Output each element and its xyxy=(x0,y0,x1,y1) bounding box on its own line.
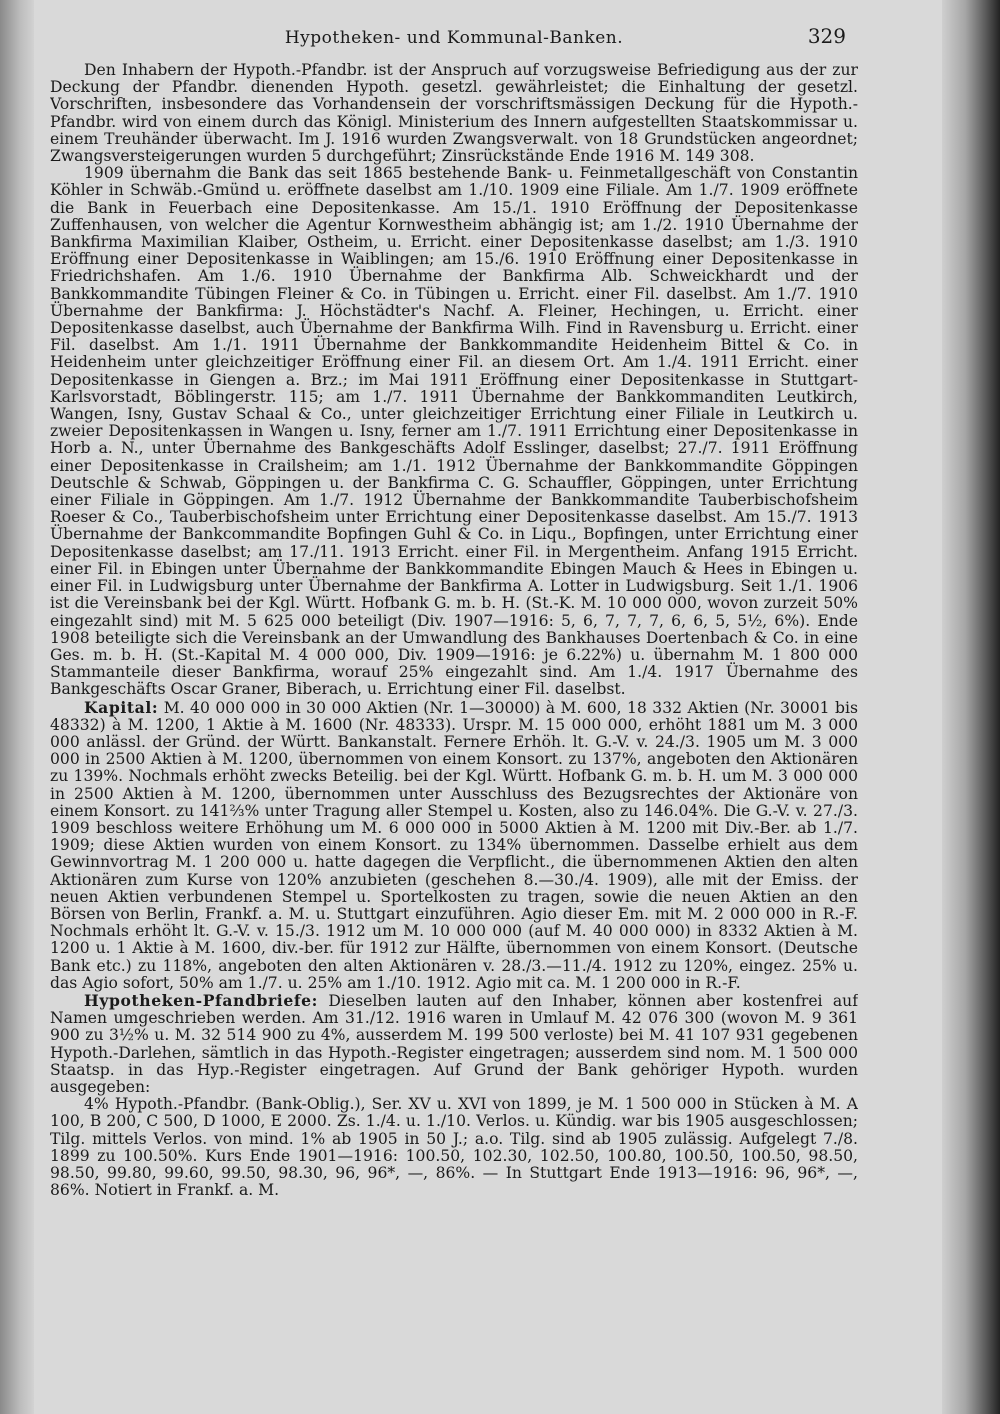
page-text-block xyxy=(50,18,858,1403)
page-right-edge xyxy=(942,0,1000,1414)
kapital-text: M. 40 000 000 in 30 000 Aktien (Nr. 1—30000) à M. 600, 18 332 Aktien (Nr. 30001 bis 48332) à M. 1200, 1 Aktie à M. 1600 (Nr. 48333). Urspr. M. 15 000 000, erhöht 1881 um M. 3 000 000 anlässl. der Gründ. der Württ. Bankanstalt. Fernere Erhöh. lt. G.-V. v. 24./3. 1905 um M. 3 000 000 in 2500 Aktien à M. 1200, übernommen von einem Konsort. zu 137%, angeboten den Aktionären zu 139%. Nochmals erhöht zwecks Beteilig. bei der Kgl. Württ. Hofbank G. m. b. H. um M. 3 000 000 in 2500 Aktien à M. 1200, übernommen unter Ausschluss des Bezugsrechtes der Aktionäre von einem Konsort. zu 141⅔% unter Tragung aller Stempel u. Kosten, also zu 146.04%. Die G.-V. v. 27./3. 1909 beschloss weitere Erhöhung um M. 6 000 000 in 5000 Aktien à M. 1200 mit Div.-Ber. ab 1./7. 1909; diese Aktien wurden von einem Konsort. zu 134% übernommen. Dasselbe erhielt aus dem Gewinnvortrag M. 1 200 000 u. hatte dagegen die Verpflicht., die übernommenen Aktien den alten Aktionären zum Kurse von 120% anzubieten (geschehen 8.—30./4. 1909), alle mit der Emiss. der neuen Aktien verbundenen Stempel u. Sportelkosten zu tragen, sowie die neuen Aktien an den Börsen von Berlin, Frankf. a. M. u. Stuttgart einzuführen. Agio dieser Em. mit M. 2 000 000 in R.-F. Nochmals erhöht lt. G.-V. v. 15./3. 1912 um M. 10 000 000 (auf M. 40 000 000) in 8332 Aktien à M. 1200 u. 1 Aktie à M. 1600, div.-ber. für 1912 zur Hälfte, übernommen von einem Konsort. (Deutsche Bank etc.) zu 118%, angeboten den alten Aktionären v. 28./3.—11./4. 1912 zu 120%, eingez. 25% u. das Agio sofort, 50% am 1./7. u. 25% am 1./10. 1912. Agio mit ca. M. 1 200 000 in R.-F. xyxy=(50,698,858,992)
paragraph-pfandbrief-rights: Den Inhabern der Hypoth.-Pfandbr. ist der Anspruch auf vorzugsweise Befriedigung aus der zur Deckung der Pfandbr. dienenden Hypoth. gesetzl. gewährleistet; die Einhaltung der gesetzl. Vorschriften, insbesondere das Vorhandensein der vorschriftsmässigen Deckung für die Hypoth.-Pfandbr. wird von einem durch das Königl. Ministerium des Innern aufgestellten Staatskommissar u. einem Treuhänder überwacht. Im J. 1916 wurden Zwangsverwalt. von 18 Grundstücken angeordnet; Zwangsversteigerungen wurden 5 durchgeführt; Zinsrückstände Ende 1916 M. 149 308. xyxy=(50,61,858,166)
pfandbriefe-text: Dieselben lauten auf den Inhaber, können aber kostenfrei auf Namen umgeschrieben werden. Am 31./12. 1916 waren in Umlauf M. 42 076 300 (wovon M. 9 361 900 zu 3½% u. M. 32 514 900 zu 4%, ausserdem M. 199 500 verloste) bei M. 41 107 931 gegebenen Hypoth.-Darlehen, sämtlich in das Hypoth.-Register eingetragen; ausserdem sind nom. M. 1 500 000 Staatsp. in das Hyp.-Register eingetragen. Auf Grund der Bank gehöriger Hypoth. wurden ausgegeben: xyxy=(50,991,858,1096)
paragraph-kapital xyxy=(50,699,858,992)
page-number: 329 xyxy=(807,24,846,48)
running-head xyxy=(50,18,858,62)
kapital-label: Kapital: xyxy=(84,697,159,717)
paragraph-pfandbriefe xyxy=(50,992,858,1096)
pfandbriefe-label: Hypotheken-Pfandbriefe: xyxy=(84,990,319,1010)
paragraph-pfandbrief-series: 4% Hypoth.-Pfandbr. (Bank-Oblig.), Ser. XV u. XVI von 1899, je M. 1 500 000 in Stücken à M. A 100, B 200, C 500, D 1000, E 2000. Zs. 1./4. u. 1./10. Verlos. u. Kündig. war bis 1905 ausgeschlossen; Tilg. mittels Verlos. von mind. 1% ab 1905 in 50 J.; a.o. Tilg. sind ab 1905 zulässig. Aufgelegt 7./8. 1899 zu 100.50%. Kurs Ende 1901—1916: 100.50, 102.30, 102.50, 100.80, 100.50, 100.50, 98.50, 98.50, 99.80, 99.60, 99.50, 98.30, 96, 96*, —, 86%. — In Stuttgart Ende 1913—1916: 96, 96*, —, 86%. Notiert in Frankf. a. M. xyxy=(50,1095,858,1200)
paragraph-history: 1909 übernahm die Bank das seit 1865 bestehende Bank- u. Feinmetallgeschäft von Constantin Köhler in Schwäb.-Gmünd u. eröffnete daselbst am 1./10. 1909 eine Filiale. Am 1./7. 1909 eröffnete die Bank in Feuerbach eine Depositenkasse. Am 15./1. 1910 Eröffnung der Depositenkasse Zuffenhausen, von welcher die Agentur Kornwestheim abhängig ist; am 1./2. 1910 Übernahme der Bankfirma Maximilian Klaiber, Ostheim, u. Erricht. einer Depositenkasse daselbst; am 1./3. 1910 Eröffnung einer Depositenkasse in Waiblingen; am 15./6. 1910 Eröffnung einer Depositenkasse in Friedrichshafen. Am 1./6. 1910 Übernahme der Bankfirma Alb. Schweickhardt und der Bankkommandite Tübingen Fleiner & Co. in Tübingen u. Erricht. einer Fil. daselbst. Am 1./7. 1910 Übernahme der Bankfirma: J. Höchstädter's Nachf. A. Fleiner, Hechingen, u. Erricht. einer Depositenkasse daselbst, auch Übernahme der Bankfirma Wilh. Find in Ravensburg u. Erricht. einer Fil. daselbst. Am 1./1. 1911 Übernahme der Bankkommandite Heidenheim Bittel & Co. in Heidenheim unter gleichzeitiger Eröffnung einer Fil. an diesem Ort. Am 1./4. 1911 Erricht. einer Depositenkasse in Giengen a. Brz.; im Mai 1911 Eröffnung einer Depositenkasse in Stuttgart-Karlsvorstadt, Böblingerstr. 115; am 1./7. 1911 Übernahme der Bankkommanditen Leutkirch, Wangen, Isny, Gustav Schaal & Co., unter gleichzeitiger Errichtung einer Filiale in Leutkirch u. zweier Depositenkassen in Wangen u. Isny, ferner am 1./7. 1911 Errichtung einer Depositenkasse in Horb a. N., unter Übernahme des Bankgeschäfts Adolf Esslinger, daselbst; 27./7. 1911 Eröffnung einer Depositenkasse in Crailsheim; am 1./1. 1912 Übernahme der Bankkommandite Göppingen Deutschle & Schwab, Göppingen u. der Bankfirma C. G. Schauffler, Göppingen, unter Errichtung einer Filiale in Göppingen. Am 1./7. 1912 Übernahme der Bankkommandite Tauberbischofsheim Roeser & Co., Tauberbischofsheim unter Errichtung einer Depositenkasse daselbst. Am 15./7. 1913 Übernahme der Bankcommandite Bopfingen Guhl & Co. in Liqu., Bopfingen, unter Errichtung einer Depositenkasse daselbst; am 17./11. 1913 Erricht. einer Fil. in Mergentheim. Anfang 1915 Erricht. einer Fil. in Ebingen unter Übernahme der Bankkommandite Ebingen Mauch & Hees in Ebingen u. einer Fil. in Ludwigsburg unter Übernahme der Bankfirma A. Lotter in Ludwigsburg. Seit 1./1. 1906 ist die Vereinsbank bei der Kgl. Württ. Hofbank G. m. b. H. (St.-K. M. 10 000 000, wovon zurzeit 50% eingezahlt sind) mit M. 5 625 000 beteiligt (Div. 1907—1916: 5, 6, 7, 7, 7, 6, 6, 5, 5½, 6%). Ende 1908 beteiligte sich die Vereinsbank an der Umwandlung des Bankhauses Doertenbach & Co. in eine Ges. m. b. H. (St.-Kapital M. 4 000 000, Div. 1909—1916: je 6.22%) u. übernahm M. 1 800 000 Stammanteile dieser Bankfirma, worauf 25% eingezahlt sind. Am 1./4. 1917 Übernahme des Bankgeschäfts Oscar Graner, Biberach, u. Errichtung einer Fil. daselbst. xyxy=(50,164,858,699)
running-title: Hypotheken- und Kommunal-Banken. xyxy=(284,28,624,48)
page-left-shadow xyxy=(0,0,34,1414)
